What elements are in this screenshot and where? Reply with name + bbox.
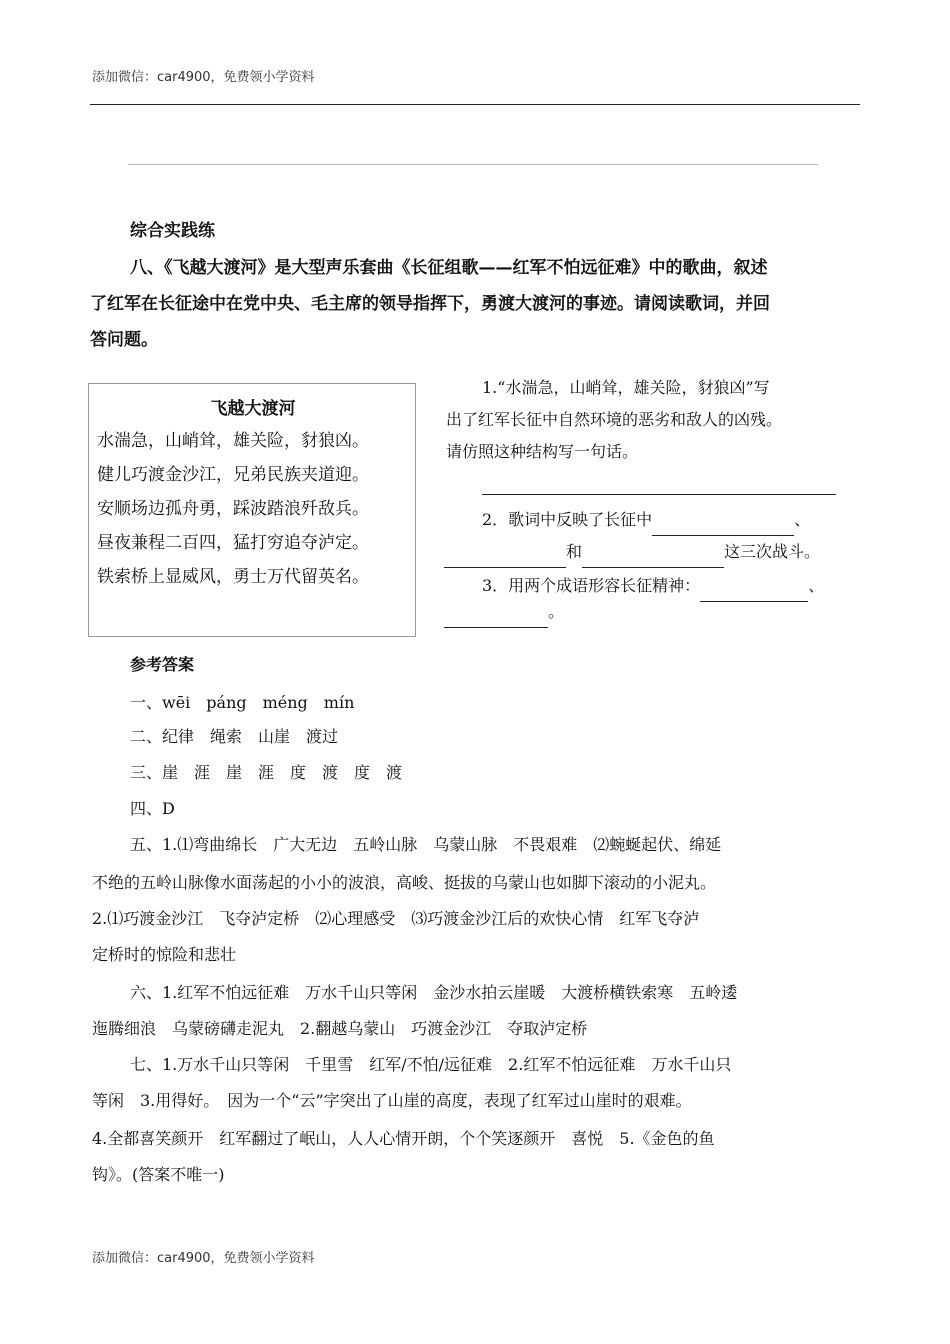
q1-line-1: 1.“水湍急，山峭耸，雄关险，豺狼凶”写 [482,378,770,397]
q2-mid: 和 [566,542,583,561]
poem-line: 健儿巧渡金沙江，兄弟民族夹道迎。 [97,465,369,485]
answer-line: 二、纪律 绳索 山崖 渡过 [130,727,339,746]
q1-line-3: 请仿照这种结构写一句话。 [446,442,639,461]
poem-line: 水湍急，山峭耸，雄关险，豺狼凶。 [97,431,369,451]
q1-answer-blank[interactable] [482,494,836,495]
q2-sep: 、 [794,510,811,529]
q2-blank-1[interactable] [652,515,794,536]
header-rule [90,104,860,105]
answers-title: 参考答案 [130,655,195,674]
answer-line: 迤腾细浪 乌蒙磅礴走泥丸 2.翻越乌蒙山 巧渡金沙江 夺取泸定桥 [92,1019,588,1038]
header-note: 添加微信：car4900，免费领小学资料 [92,70,315,85]
question-line-1: 八、《飞越大渡河》是大型声乐套曲《长征组歌——红军不怕远征难》中的歌曲，叙述 [130,258,768,278]
poem-line: 昼夜兼程二百四，猛打穷追夺泸定。 [97,533,369,553]
q1-line-2: 出了红军长征中自然环境的恶劣和敌人的凶残。 [446,410,783,429]
q2-blank-2[interactable] [444,547,566,568]
q2-blank-3[interactable] [582,547,724,568]
answer-line: 六、1.红军不怕远征难 万水千山只等闲 金沙水拍云崖暖 大渡桥横铁索寒 五岭逶 [130,983,738,1002]
question-line-3: 答问题。 [90,330,158,350]
q3-sep: 、 [808,576,825,595]
q3-blank-1[interactable] [700,581,808,602]
answer-line: 七、1.万水千山只等闲 千里雪 红军/不怕/远征难 2.红军不怕远征难 万水千山只 [130,1055,732,1074]
answer-line: 等闲 3.用得好。 因为一个“云”字突出了山崖的高度，表现了红军过山崖时的艰难。 [92,1091,692,1110]
answer-line: 钩》。(答案不唯一) [92,1165,225,1184]
poem-box [88,383,416,637]
answer-line: 三、崖 涯 崖 涯 度 渡 度 渡 [130,763,403,782]
answer-line: 五、1.⑴弯曲绵长 广大无边 五岭山脉 乌蒙山脉 不畏艰难 ⑵蜿蜒起伏、绵延 [130,835,722,854]
poem-line: 铁索桥上显威风，勇士万代留英名。 [97,567,369,587]
poem-title: 飞越大渡河 [210,399,296,419]
answer-line: 定桥时的惊险和悲壮 [92,945,237,964]
divider-line [128,164,818,165]
answer-line: 不绝的五岭山脉像水面荡起的小小的波浪，高峻、挺拔的乌蒙山也如脚下滚动的小泥丸。 [92,873,717,892]
q3-end: 。 [548,602,565,621]
poem-line: 安顺场边孤舟勇，踩波踏浪歼敌兵。 [97,499,369,519]
answer-line: 4.全都喜笑颜开 红军翻过了岷山，人人心情开朗，个个笑逐颜开 喜悦 5.《金色的鱼 [92,1129,715,1148]
q3-prefix: 3．用两个成语形容长征精神： [482,576,701,595]
answer-line: 一、wēi páng méng mín [130,693,355,712]
answer-line: 2.⑴巧渡金沙江 飞夺泸定桥 ⑵心理感受 ⑶巧渡金沙江后的欢快心情 红军飞夺泸 [92,909,700,928]
q2-prefix: 2．歌词中反映了长征中 [482,510,653,529]
question-line-2: 了红军在长征途中在党中央、毛主席的领导指挥下，勇渡大渡河的事迹。请阅读歌词，并回 [90,294,770,314]
section-title: 综合实践练 [130,221,215,241]
answer-line: 四、D [130,799,175,818]
q3-blank-2[interactable] [444,607,548,628]
q2-suffix: 这三次战斗。 [724,542,821,561]
footer-note: 添加微信：car4900，免费领小学资料 [92,1251,315,1266]
